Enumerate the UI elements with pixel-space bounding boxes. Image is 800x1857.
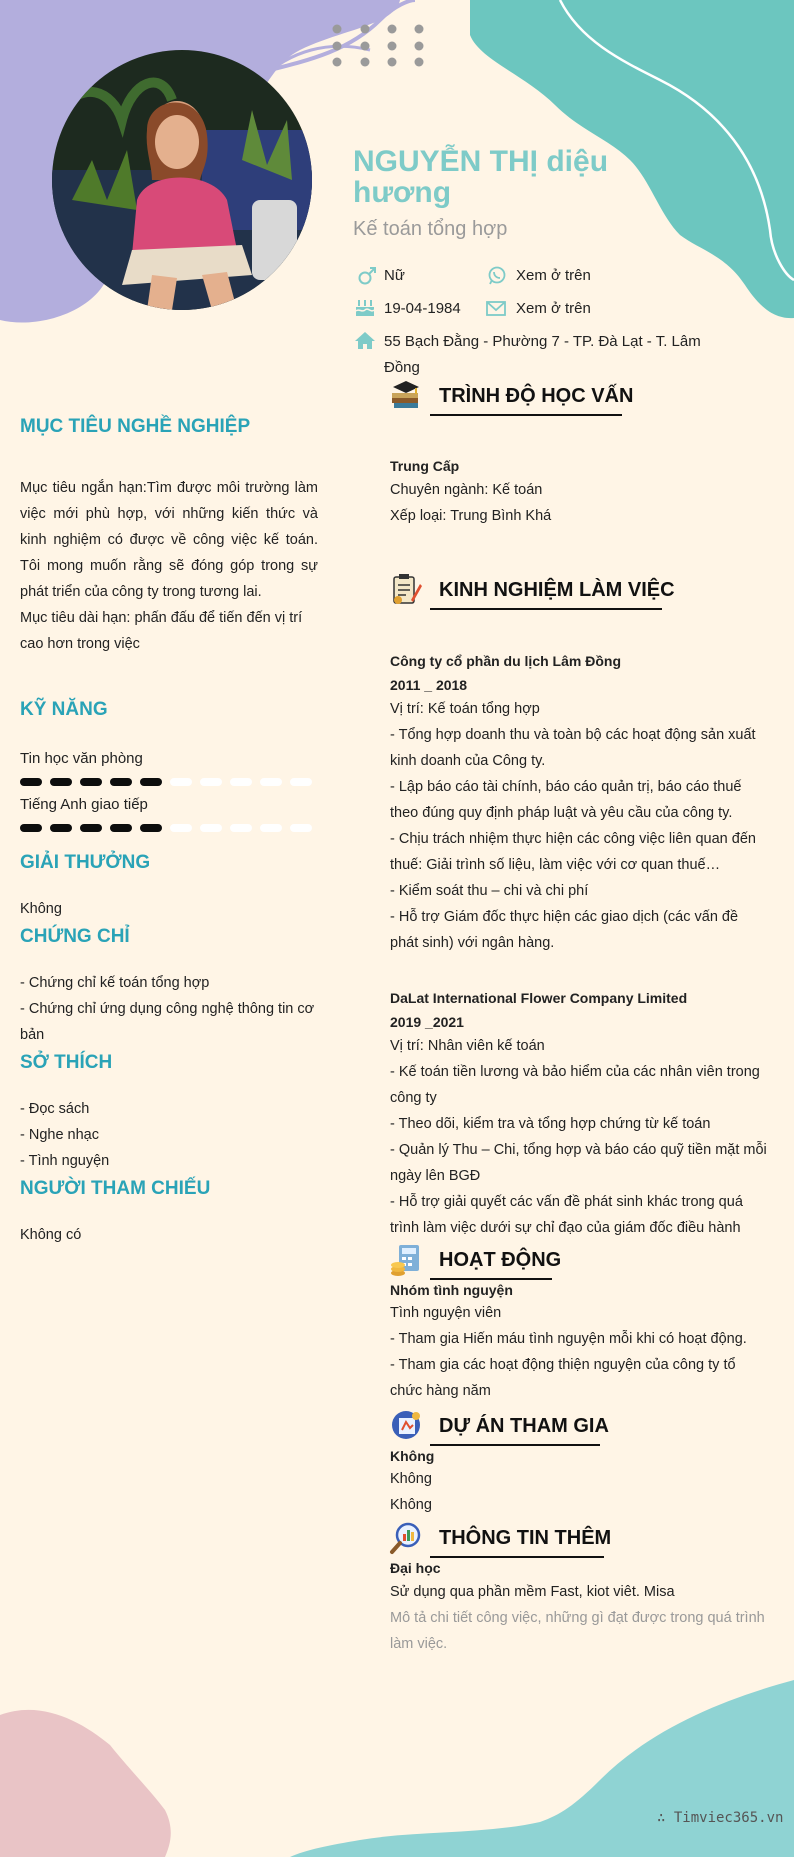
clipboard-pen-icon (389, 572, 423, 606)
job-duty: - Kiểm soát thu – chi và chi phí (390, 883, 589, 899)
home-icon (354, 330, 376, 352)
certificate-item: - Chứng chỉ kế toán tổng hợp (20, 975, 210, 991)
job-duty: - Theo dõi, kiểm tra và tổng hợp chứng từ kế toán (390, 1116, 711, 1132)
objective-long-term: Mục tiêu dài hạn: phấn đấu để tiến đến vị trí cao hơn trong việc (20, 610, 303, 652)
skill-label-office: Tin học văn phòng (20, 750, 143, 767)
education-major: Chuyên ngành: Kế toán (390, 482, 543, 498)
hobby-item: - Tình nguyện (20, 1153, 110, 1169)
job-duty: - Lập báo cáo tài chính, báo cáo quản trị, báo cáo thuế theo đúng quy định pháp luật và yêu cầu của công ty. (390, 779, 742, 821)
job-duty: - Tổng hợp doanh thu và toàn bộ các hoạt động sản xuất kinh doanh của Công ty. (390, 727, 756, 769)
activities-item: - Tham gia Hiến máu tình nguyện mỗi khi có hoạt động. (390, 1331, 747, 1347)
hobby-item: - Đọc sách (20, 1101, 90, 1117)
job-title: Kế toán tổng hợp (353, 218, 508, 240)
projects-item: Không (390, 1471, 432, 1487)
activities-org: Nhóm tình nguyện (390, 1282, 513, 1298)
candidate-name: NGUYỄN THỊ diệu hương (353, 145, 609, 209)
envelope-icon (485, 297, 507, 319)
experience-heading: KINH NGHIỆM LÀM VIỆC (439, 579, 675, 601)
job-period: 2011 _ 2018 (390, 677, 468, 693)
education-rank: Xếp loại: Trung Bình Khá (390, 508, 552, 524)
certificates-heading: CHỨNG CHỈ (20, 926, 130, 947)
birthday-value: 19-04-1984 (384, 300, 461, 317)
skills-heading: KỸ NĂNG (20, 699, 108, 720)
skill-rating-english (20, 819, 320, 829)
extra-placeholder: Mô tả chi tiết công việc, những gì đạt được trong quá trình làm việc. (390, 1610, 765, 1652)
phone-icon (486, 265, 508, 287)
hobby-item: - Nghe nhạc (20, 1127, 99, 1143)
skill-label-english: Tiếng Anh giao tiếp (20, 796, 148, 813)
objective-heading: MỤC TIÊU NGHỀ NGHIỆP (20, 416, 251, 437)
activities-role: Tình nguyện viên (390, 1305, 502, 1321)
certificate-item: - Chứng chỉ ứng dụng công nghệ thông tin cơ bản (20, 1001, 315, 1043)
projects-icon (389, 1408, 423, 1442)
projects-item: Không (390, 1497, 432, 1513)
gender-icon (356, 266, 378, 288)
extra-text: Sử dụng qua phần mềm Fast, kiot viêt. Misa (390, 1584, 675, 1600)
avatar (52, 50, 312, 310)
address-value: 55 Bạch Đằng - Phường 7 - TP. Đà Lạt - T. Lâm Đồng (384, 333, 701, 376)
experience-underline (430, 608, 662, 610)
job-duty: - Hỗ trợ Giám đốc thực hiện các giao dịch (các vấn đề phát sinh) với ngân hàng. (390, 909, 739, 951)
projects-heading: DỰ ÁN THAM GIA (439, 1415, 609, 1437)
education-heading: TRÌNH ĐỘ HỌC VẤN (439, 385, 634, 407)
graduation-books-icon (389, 378, 423, 412)
job-duty: - Quản lý Thu – Chi, tổng hợp và báo cáo quỹ tiền mặt mỗi ngày lên BGĐ (390, 1142, 767, 1184)
awards-text: Không (20, 901, 62, 917)
job-duty: - Chịu trách nhiệm thực hiện các công việc liên quan đến thuế: Giải trình số liệu, làm việc với cơ quan thuế… (390, 831, 756, 873)
phone-value: Xem ở trên (516, 267, 591, 284)
gender-value: Nữ (384, 267, 405, 284)
birthday-cake-icon (354, 297, 376, 319)
references-heading: NGƯỜI THAM CHIẾU (20, 1178, 211, 1199)
calculator-coins-icon (389, 1243, 423, 1277)
job-position: Vị trí: Nhân viên kế toán (390, 1038, 545, 1054)
education-underline (430, 414, 622, 416)
job-duty: - Kế toán tiền lương và bảo hiểm của các nhân viên trong công ty (390, 1064, 760, 1106)
job-period: 2019 _2021 (390, 1014, 464, 1030)
job-position: Vị trí: Kế toán tổng hợp (390, 701, 540, 717)
education-school: Trung Cấp (390, 458, 460, 474)
skill-rating-office (20, 773, 320, 783)
activities-heading: HOẠT ĐỘNG (439, 1249, 562, 1271)
job-company: DaLat International Flower Company Limited (390, 990, 688, 1006)
activities-item: - Tham gia các hoạt động thiện nguyện của công ty tổ chức hàng năm (390, 1357, 736, 1399)
references-text: Không có (20, 1227, 82, 1243)
hobbies-heading: SỞ THÍCH (20, 1052, 113, 1073)
objective-short-term: Mục tiêu ngắn hạn:Tìm được môi trường làm việc mới phù hợp, với những kiến thức và kinh nghiệm có được về công việc kế toán. Tôi mong muốn rằng sẽ đóng góp trong sự phát triển của công ty trong tương lai. (20, 480, 318, 600)
email-value: Xem ở trên (516, 300, 591, 317)
job-duty: - Hỗ trợ giải quyết các vấn đề phát sinh khác trong quá trình làm việc dưới sự chỉ đạo của giám đốc điều hành (390, 1194, 743, 1236)
magnifier-chart-icon (389, 1521, 423, 1555)
extra-heading: THÔNG TIN THÊM (439, 1527, 612, 1549)
projects-title: Không (390, 1448, 435, 1464)
extra-title: Đại học (390, 1560, 441, 1576)
watermark: ∴ Timviec365.vn (657, 1810, 784, 1826)
job-company: Công ty cổ phần du lịch Lâm Đồng (390, 653, 621, 669)
awards-heading: GIẢI THƯỞNG (20, 852, 151, 873)
